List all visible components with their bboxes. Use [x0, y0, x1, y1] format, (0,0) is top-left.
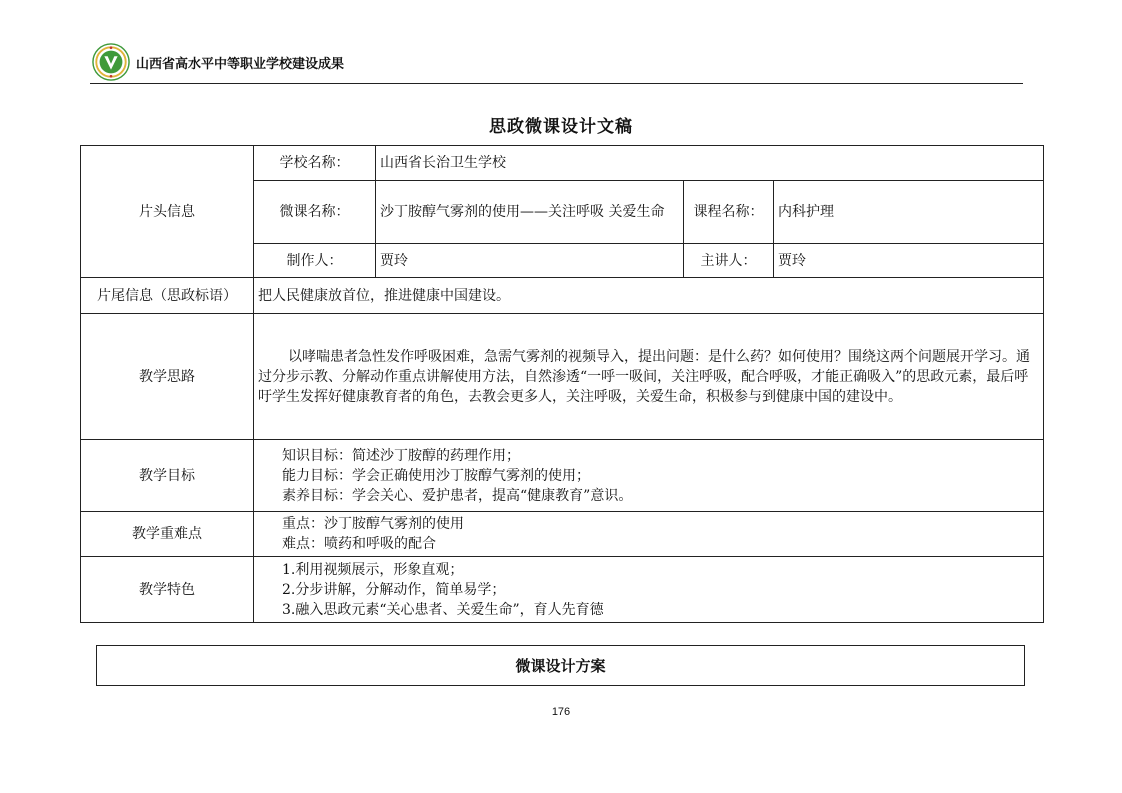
key-points-list: [254, 512, 1044, 557]
goal-knowledge: 知识目标：简述沙丁胺醇的药理作用；: [282, 447, 520, 464]
school-value: 山西省长治卫生学校: [376, 146, 1044, 181]
goal-literacy: 素养目标：学会关心、爱护患者，提高“健康教育”意识。: [282, 487, 633, 504]
goal-ability: 能力目标：学会正确使用沙丁胺醇气雾剂的使用；: [282, 467, 590, 484]
school-logo-icon: [92, 43, 130, 81]
producer-value: 贾玲: [376, 244, 684, 278]
feature-label: 教学特色: [81, 557, 254, 623]
course-label: 微课名称：: [254, 181, 376, 244]
pianwei-value: 把人民健康放首位，推进健康中国建设。: [254, 278, 1044, 314]
document-title: 思政微课设计文稿: [489, 117, 633, 137]
page-number: 176: [551, 706, 571, 718]
piantou-label: 片头信息: [81, 146, 254, 278]
goals-label: 教学目标: [81, 440, 254, 512]
feature-item: 3.融入思政元素“关心患者、关爱生命”，育人先育德: [282, 601, 604, 618]
school-label: 学校名称：: [254, 146, 376, 181]
speaker-label: 主讲人：: [684, 244, 774, 278]
thinking-value: 以哮喘患者急性发作呼吸困难，急需气雾剂的视频导入，提出问题：是什么药？如何使用？围绕这两个问题展开学习。通过分步示教、分解动作重点讲解使用方法，自然渗透“一呼一吸间，关注呼吸，配合呼吸，才能正确吸入”的思政元素，最后呼吁学生发挥好健康教育者的角色，去教会更多人，关注呼吸，关爱生命，积极参与到健康中国的建设中。: [254, 314, 1044, 440]
header-org-text: 山西省高水平中等职业学校建设成果: [136, 56, 345, 72]
design-table: [80, 145, 1044, 623]
subject-label: 课程名称：: [684, 181, 774, 244]
feature-item: 2.分步讲解，分解动作，简单易学；: [282, 581, 506, 598]
producer-label: 制作人：: [254, 244, 376, 278]
speaker-value: 贾玲: [774, 244, 1044, 278]
features-list: [254, 557, 1044, 623]
difficult-point: 难点：喷药和呼吸的配合: [282, 536, 436, 552]
pianwei-label: 片尾信息（思政标语）: [81, 278, 254, 314]
course-value: 沙丁胺醇气雾剂的使用——关注呼吸 关爱生命: [376, 181, 684, 244]
key-label: 教学重难点: [81, 512, 254, 557]
page-header: [92, 42, 344, 82]
goals-list: [254, 440, 1044, 512]
header-divider: [90, 83, 1023, 84]
feature-item: 1.利用视频展示，形象直观；: [282, 561, 464, 578]
plan-title-box: [96, 645, 1025, 686]
key-point: 重点：沙丁胺醇气雾剂的使用: [282, 516, 464, 532]
plan-title: 微课设计方案: [515, 657, 606, 675]
thinking-label: 教学思路: [81, 314, 254, 440]
subject-value: 内科护理: [774, 181, 1044, 244]
